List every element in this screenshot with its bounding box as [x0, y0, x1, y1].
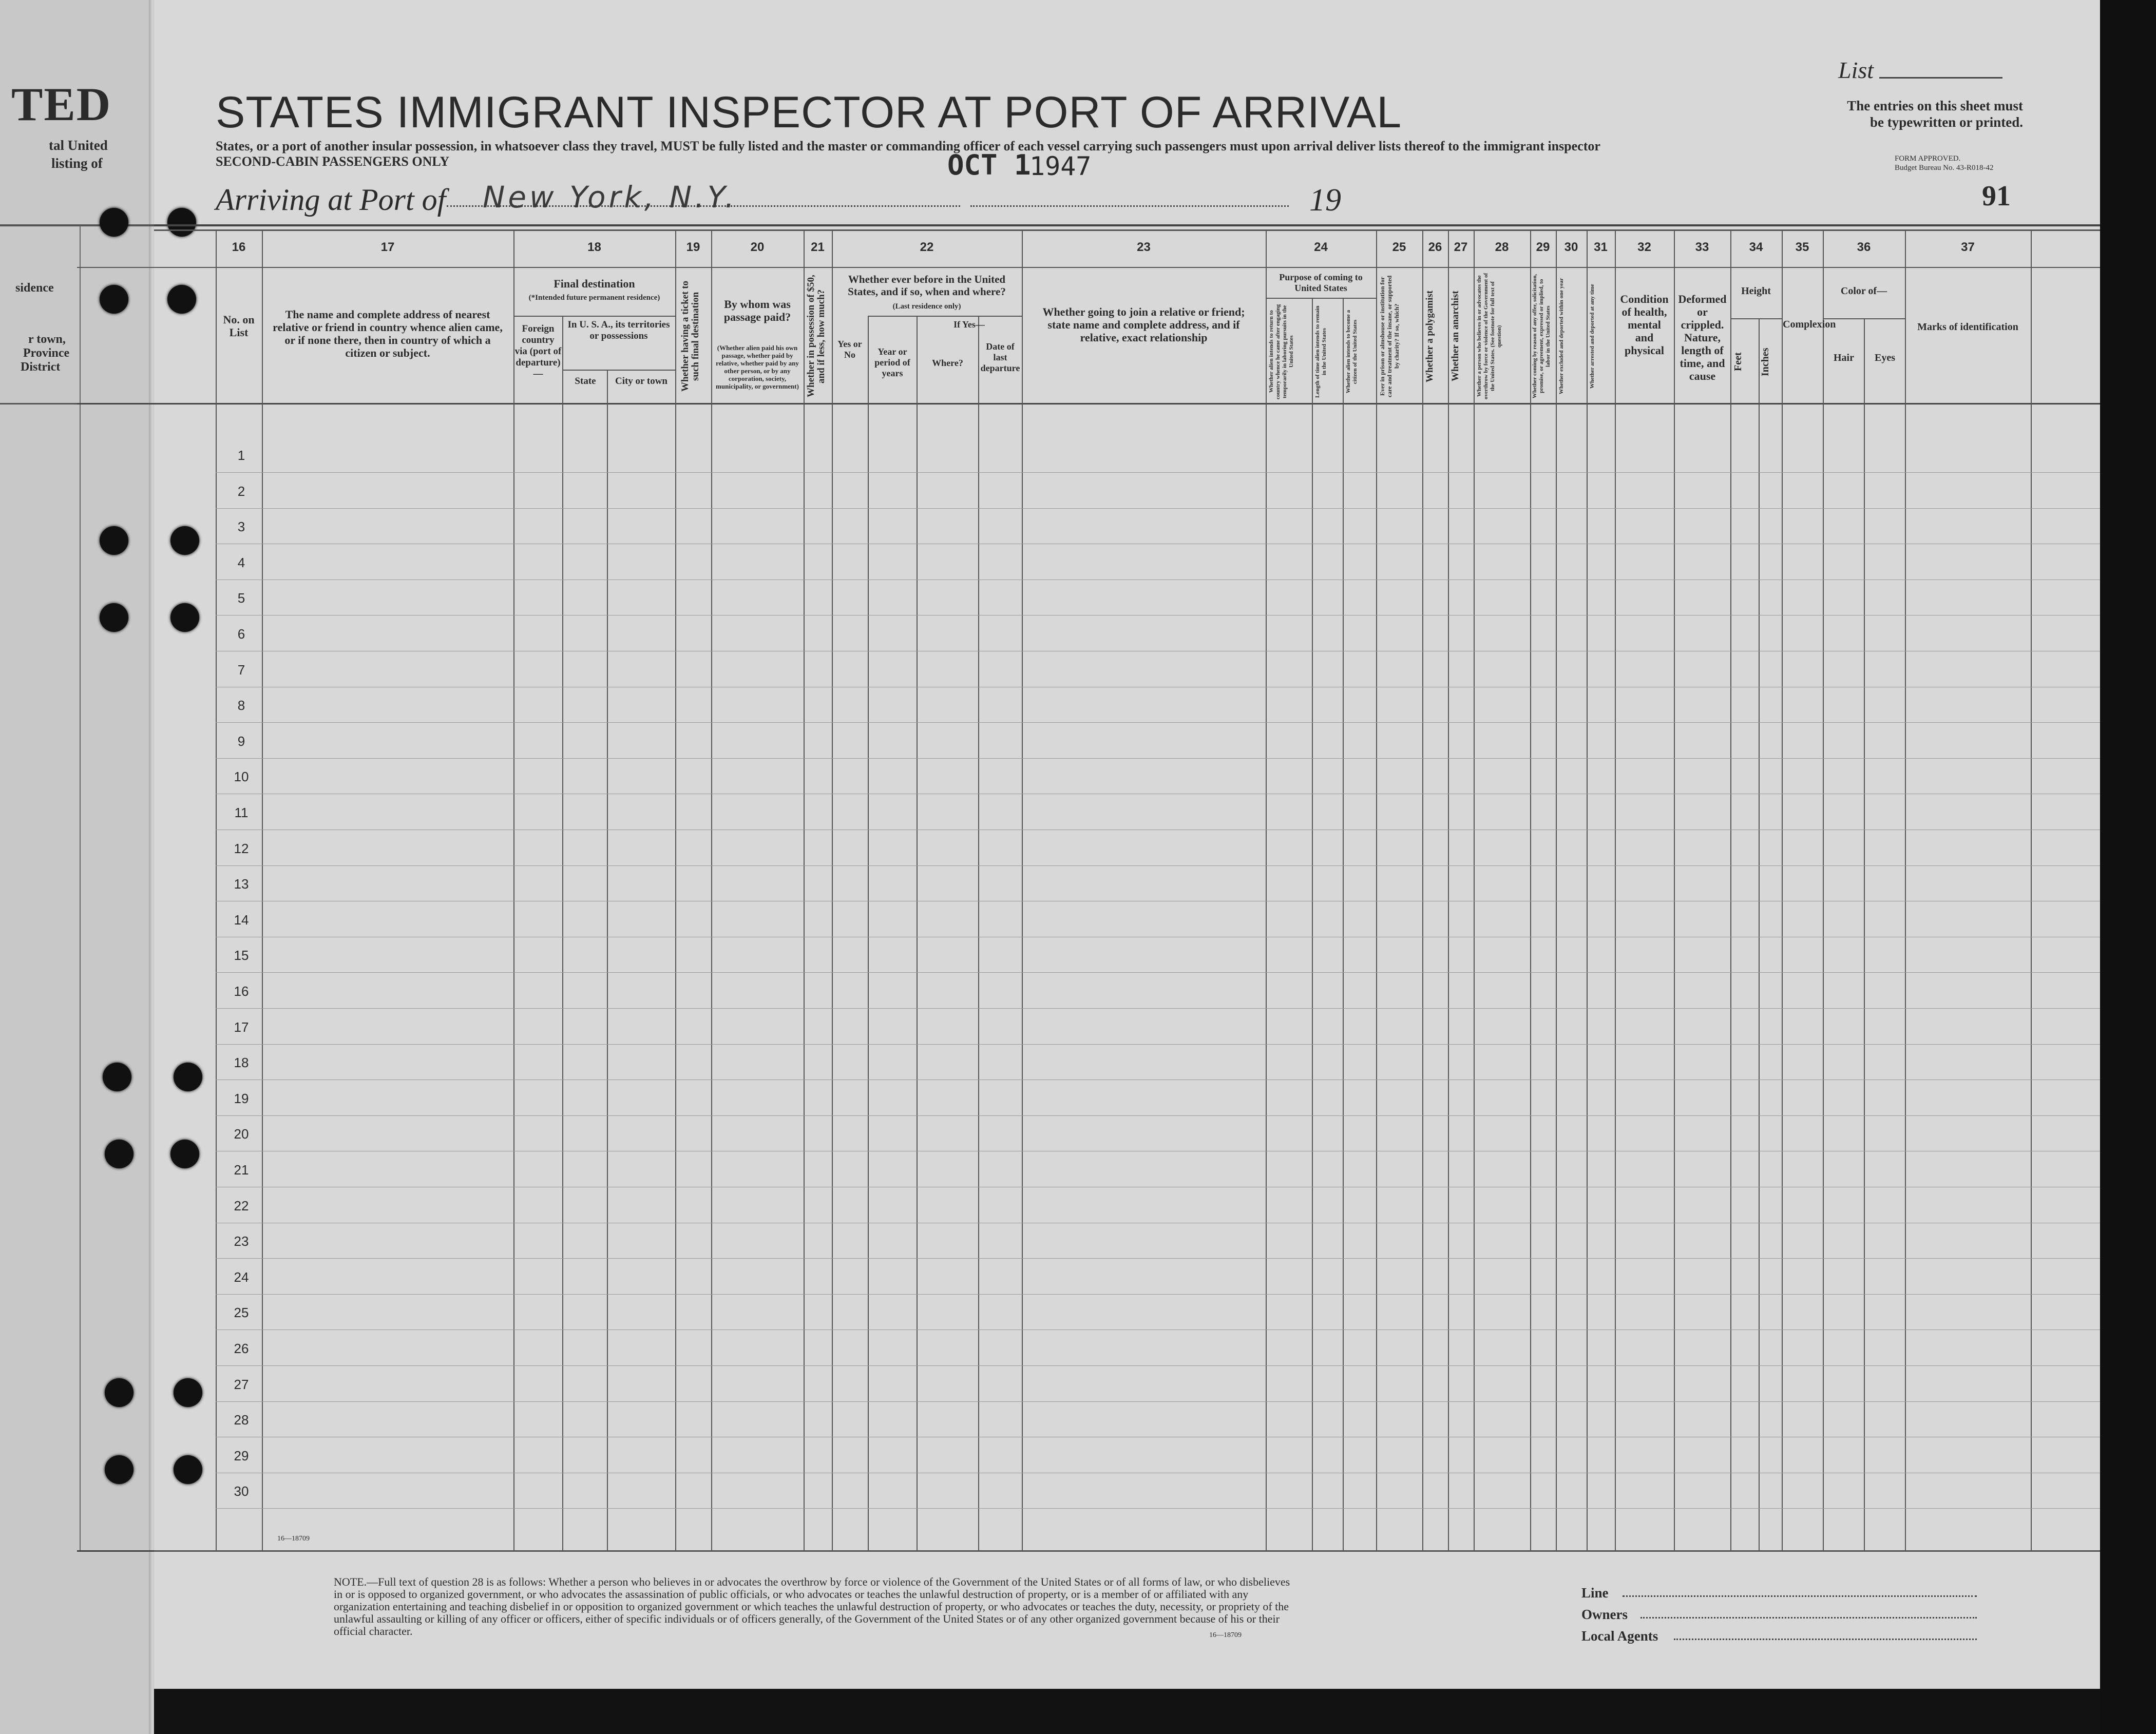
row-number: 20 — [234, 1126, 249, 1142]
column-divider — [513, 231, 514, 1550]
column-divider — [1556, 231, 1557, 1550]
row-number: 14 — [234, 912, 249, 928]
row-number: 18 — [234, 1055, 249, 1071]
header-row-rule — [77, 267, 2100, 268]
column-header-hair: Hair — [1834, 352, 1854, 363]
column-divider — [1782, 231, 1783, 1550]
column-header-labor-offer: Whether coming by reason of any offer, solicitation, promise, or agreement, expressed or implied, to labor in the United States — [1532, 274, 1551, 399]
subheader-rule — [1730, 318, 1782, 319]
row-rule — [216, 1044, 2100, 1045]
row-number: 30 — [234, 1483, 249, 1499]
column-number: 34 — [1749, 240, 1763, 254]
column-header-marks: Marks of identification — [1917, 321, 2018, 333]
column-number: 32 — [1637, 240, 1651, 254]
row-number: 26 — [234, 1341, 249, 1356]
column-header-departure-date: Date of last departure — [980, 341, 1020, 373]
column-divider — [1730, 231, 1731, 1550]
column-header-excluded: Whether excluded and deported within one year — [1558, 278, 1564, 395]
local-agents-field-line — [1674, 1639, 1977, 1640]
column-number: 17 — [380, 240, 395, 254]
column-divider — [1343, 298, 1344, 1550]
column-number: 23 — [1137, 240, 1151, 254]
column-number: 18 — [587, 240, 601, 254]
row-rule — [216, 1508, 2100, 1509]
row-rule — [216, 1365, 2100, 1366]
row-number: 25 — [234, 1305, 249, 1321]
footer-rule — [154, 1550, 2100, 1552]
column-divider — [1022, 231, 1023, 1550]
previous-page-column-label: District — [21, 360, 61, 374]
row-number: 17 — [234, 1019, 249, 1035]
row-number: 13 — [234, 876, 249, 892]
previous-page-column-label: Province — [23, 346, 70, 360]
line-label: Line — [1581, 1585, 1609, 1601]
form-title: STATES IMMIGRANT INSPECTOR AT PORT OF ARRIVAL — [216, 88, 1402, 137]
subheader-rule — [513, 316, 675, 317]
local-agents-label: Local Agents — [1581, 1628, 1658, 1644]
column-divider — [1376, 231, 1377, 1550]
column-header-period: Year or period of years — [874, 346, 910, 378]
form-approval — [1895, 154, 1993, 172]
row-number: 15 — [234, 948, 249, 964]
column-number: 26 — [1428, 240, 1442, 254]
column-divider — [832, 231, 833, 1550]
column-divider — [1448, 231, 1449, 1550]
column-divider — [262, 231, 263, 1550]
row-rule — [216, 472, 2100, 473]
row-number: 5 — [237, 590, 245, 606]
column-header-overthrow: Whether a person who believes in or advocates the overthrow by force or violence of the Government of the United States. (See footnote for full text of question) — [1476, 273, 1502, 400]
column-number: 20 — [750, 240, 765, 254]
row-number: 10 — [234, 769, 249, 785]
passenger-class-label: SECOND-CABIN PASSENGERS ONLY — [216, 154, 450, 169]
header-bottom-rule — [77, 403, 2100, 404]
column-header-where: Where? — [932, 358, 963, 368]
column-header-eyes: Eyes — [1875, 352, 1895, 363]
column-number: 27 — [1454, 240, 1468, 254]
owners-label: Owners — [1581, 1607, 1628, 1622]
column-subheader-passage-paid: (Whether alien paid his own passage, whether paid by relative, whether paid by any other person, or by any corporation, society, municipality, or government) — [716, 344, 799, 390]
column-header-usa: In U. S. A., its territories or possessions — [567, 319, 670, 341]
column-header-if-yes: If Yes— — [953, 319, 985, 330]
arrival-date-stamp: OCT 1 — [947, 149, 1031, 181]
column-header-feet: Feet — [1732, 352, 1744, 372]
instructions-line: be typewritten or printed. — [1870, 114, 2023, 130]
footnote-code: 16—18709 — [1209, 1631, 1242, 1639]
column-number: 35 — [1795, 240, 1809, 254]
column-number: 30 — [1564, 240, 1578, 254]
column-number: 25 — [1392, 240, 1406, 254]
year-prefix: 19 — [1309, 183, 1341, 218]
column-header-foreign-country: Foreign country via (port of departure)— — [514, 323, 562, 379]
column-header-prison: Ever in prison or almshouse or institution for care and treatment of the insane, or supported by charity? If so, which? — [1379, 275, 1400, 397]
previous-page-title-fragment: TED — [11, 78, 112, 130]
row-rule — [216, 1401, 2100, 1402]
footnote: NOTE.—Full text of question 28 is as follows: Whether a person who believes in or advocates the overthrow by force or violence of the Government of the United States or of all forms of law, or who disbelieves in or is opposed to organized government, or who advocates the assassination of public officials, or who advocates or teaches the unlawful destruction of property, or is a member of or affiliated with any organization entertaining and teaching disbelief in or opposition to organized government or which teaches the unlawful destruction of property, or who advocates or teaches the duty, necessity, or propriety of the unlawful assaulting or killing of any officer or officers, either of specific individuals or of officers generally, of the Government of the United States or of any other organized government because of his or their official character. — [334, 1575, 1290, 1637]
column-header-state: State — [575, 376, 596, 387]
column-divider — [1266, 231, 1267, 1550]
list-label: List — [1838, 57, 1874, 83]
previous-page-text-fragment: listing of — [51, 156, 103, 171]
row-rule — [216, 722, 2100, 723]
row-rule — [216, 1115, 2100, 1116]
column-divider — [1474, 231, 1475, 1550]
row-rule — [216, 972, 2100, 973]
arrival-port-value: New York, N.Y. — [483, 180, 738, 215]
column-divider — [675, 231, 676, 1550]
column-subheader-previous-visit: (Last residence only) — [892, 302, 961, 311]
column-divider — [607, 370, 608, 1550]
column-header-inches: Inches — [1760, 348, 1771, 376]
owners-field-line — [1640, 1617, 1977, 1619]
column-divider — [1312, 298, 1313, 1550]
column-header-yes-no: Yes or No — [837, 339, 862, 360]
row-number: 8 — [237, 698, 245, 714]
column-header-health: Condition of health, mental and physical — [1620, 293, 1669, 357]
column-divider — [2031, 231, 2032, 1550]
row-number: 29 — [234, 1448, 249, 1463]
instructions-line: The entries on this sheet must — [1847, 98, 2023, 113]
form-subtitle: States, or a port of another insular possession, in whatsoever class they travel, MUST be fully listed and the master or commanding officer of each vessel carrying such passengers must upon arrival deliver lists thereof to the immigrant inspector — [216, 139, 1600, 153]
column-header-purpose: Purpose of coming to United States — [1279, 272, 1363, 293]
arrival-date-line — [970, 205, 1289, 207]
row-number: 28 — [234, 1412, 249, 1428]
column-divider — [1823, 231, 1824, 1550]
arrival-year-stamp: 1947 — [1029, 151, 1092, 181]
column-header-complexion: Complexion — [1783, 319, 1836, 330]
column-number: 37 — [1961, 240, 1975, 254]
column-header-deformed: Deformed or crippled. Nature, length of time, and cause — [1678, 293, 1727, 382]
previous-page-rule — [0, 224, 154, 226]
scan-border-right — [2100, 0, 2156, 1734]
arrival-port-label: Arriving at Port of — [216, 183, 446, 217]
column-divider — [216, 231, 217, 1550]
column-divider — [1422, 231, 1423, 1550]
row-number: 23 — [234, 1234, 249, 1249]
column-number: 28 — [1495, 240, 1509, 254]
column-divider — [1905, 231, 1906, 1550]
scan-border-bottom — [154, 1689, 2100, 1734]
row-number: 22 — [234, 1198, 249, 1213]
row-number: 6 — [237, 626, 245, 642]
column-number: 31 — [1594, 240, 1608, 254]
column-number: 24 — [1314, 240, 1328, 254]
column-header-passage-paid: By whom was passage paid? — [723, 298, 791, 323]
column-divider — [1530, 231, 1531, 1550]
column-number: 16 — [232, 240, 246, 254]
row-number: 19 — [234, 1090, 249, 1106]
row-rule — [216, 758, 2100, 759]
column-divider — [1587, 231, 1588, 1550]
row-number: 24 — [234, 1269, 249, 1285]
form-approval-line: Budget Bureau No. 43-R018-42 — [1895, 164, 1994, 172]
column-divider — [1674, 231, 1675, 1550]
column-header-polygamist: Whether a polygamist — [1424, 290, 1435, 382]
column-divider — [1615, 231, 1616, 1550]
column-header-no-on-list: No. on List — [223, 313, 255, 339]
column-header-ticket: Whether having a ticket to such final destination — [680, 280, 701, 392]
row-rule — [216, 1294, 2100, 1295]
form-code: 16—18709 — [277, 1535, 310, 1543]
column-subheader-destination: (*Intended future permanent residence) — [528, 294, 660, 302]
row-number: 27 — [234, 1376, 249, 1392]
column-header-final-destination: Final destination — [554, 277, 635, 290]
row-rule — [216, 1008, 2100, 1009]
column-number: 22 — [920, 240, 934, 254]
row-number: 4 — [237, 554, 245, 570]
row-number: 16 — [234, 984, 249, 999]
row-rule — [216, 508, 2100, 509]
column-number: 19 — [686, 240, 700, 254]
column-number: 29 — [1536, 240, 1550, 254]
row-number: 3 — [237, 519, 245, 535]
row-number: 1 — [237, 448, 245, 463]
list-line — [1879, 77, 2002, 79]
row-number: 11 — [234, 805, 249, 820]
line-field-line — [1623, 1595, 1977, 1597]
sheet-number: 91 — [1982, 180, 2011, 212]
previous-page-column-label: sidence — [15, 281, 54, 295]
row-number: 2 — [237, 483, 245, 499]
row-number: 21 — [234, 1162, 249, 1178]
column-number: 36 — [1857, 240, 1871, 254]
row-number: 9 — [237, 733, 245, 749]
column-header-purpose-return: Whether alien intends to return to country whence he came after engaging temporarily in laboring pursuits in the United States — [1268, 304, 1294, 399]
previous-page-text-fragment: tal United — [49, 138, 108, 153]
column-header-city: City or town — [615, 376, 668, 387]
previous-page-column-label: r town, — [28, 333, 66, 346]
column-header-join-relative: Whether going to join a relative or friend; state name and complete address, and if relative, exact relationship — [1042, 305, 1245, 344]
column-header-purpose-length: Length of time alien intends to remain in the United States — [1314, 305, 1327, 398]
header-rule — [154, 224, 2100, 226]
column-header-anarchist: Whether an anarchist — [1450, 291, 1461, 382]
row-number: 12 — [234, 840, 249, 856]
column-header-height: Height — [1741, 285, 1771, 297]
column-number: 33 — [1695, 240, 1709, 254]
column-divider — [711, 231, 712, 1550]
row-number: 7 — [237, 662, 245, 678]
typing-instructions — [1787, 98, 2023, 130]
column-header-previous-visit: Whether ever before in the United States, and if so, when and where? — [848, 273, 1006, 298]
subheader-rule — [562, 370, 675, 371]
form-approval-line: FORM APPROVED. — [1895, 155, 1961, 163]
subheader-rule — [868, 316, 1022, 317]
column-header-color: Color of— — [1840, 285, 1887, 297]
column-number: 21 — [811, 240, 825, 254]
row-rule — [216, 1258, 2100, 1259]
column-header-purpose-citizen: Whether alien intends to become a citizen of the United States — [1345, 310, 1358, 394]
row-rule — [216, 865, 2100, 866]
subheader-rule — [1266, 298, 1376, 299]
column-divider — [804, 231, 805, 1550]
column-header-deported: Whether arrested and deported at any time — [1589, 284, 1595, 389]
column-header-relative-address: The name and complete address of nearest relative or friend in country whence alien came, or if none there, then in country of which a citizen or subject. — [273, 308, 503, 359]
column-header-fifty-dollars: Whether in possession of $50, and if less, how much? — [806, 275, 827, 398]
manifest-table — [77, 231, 2100, 1550]
